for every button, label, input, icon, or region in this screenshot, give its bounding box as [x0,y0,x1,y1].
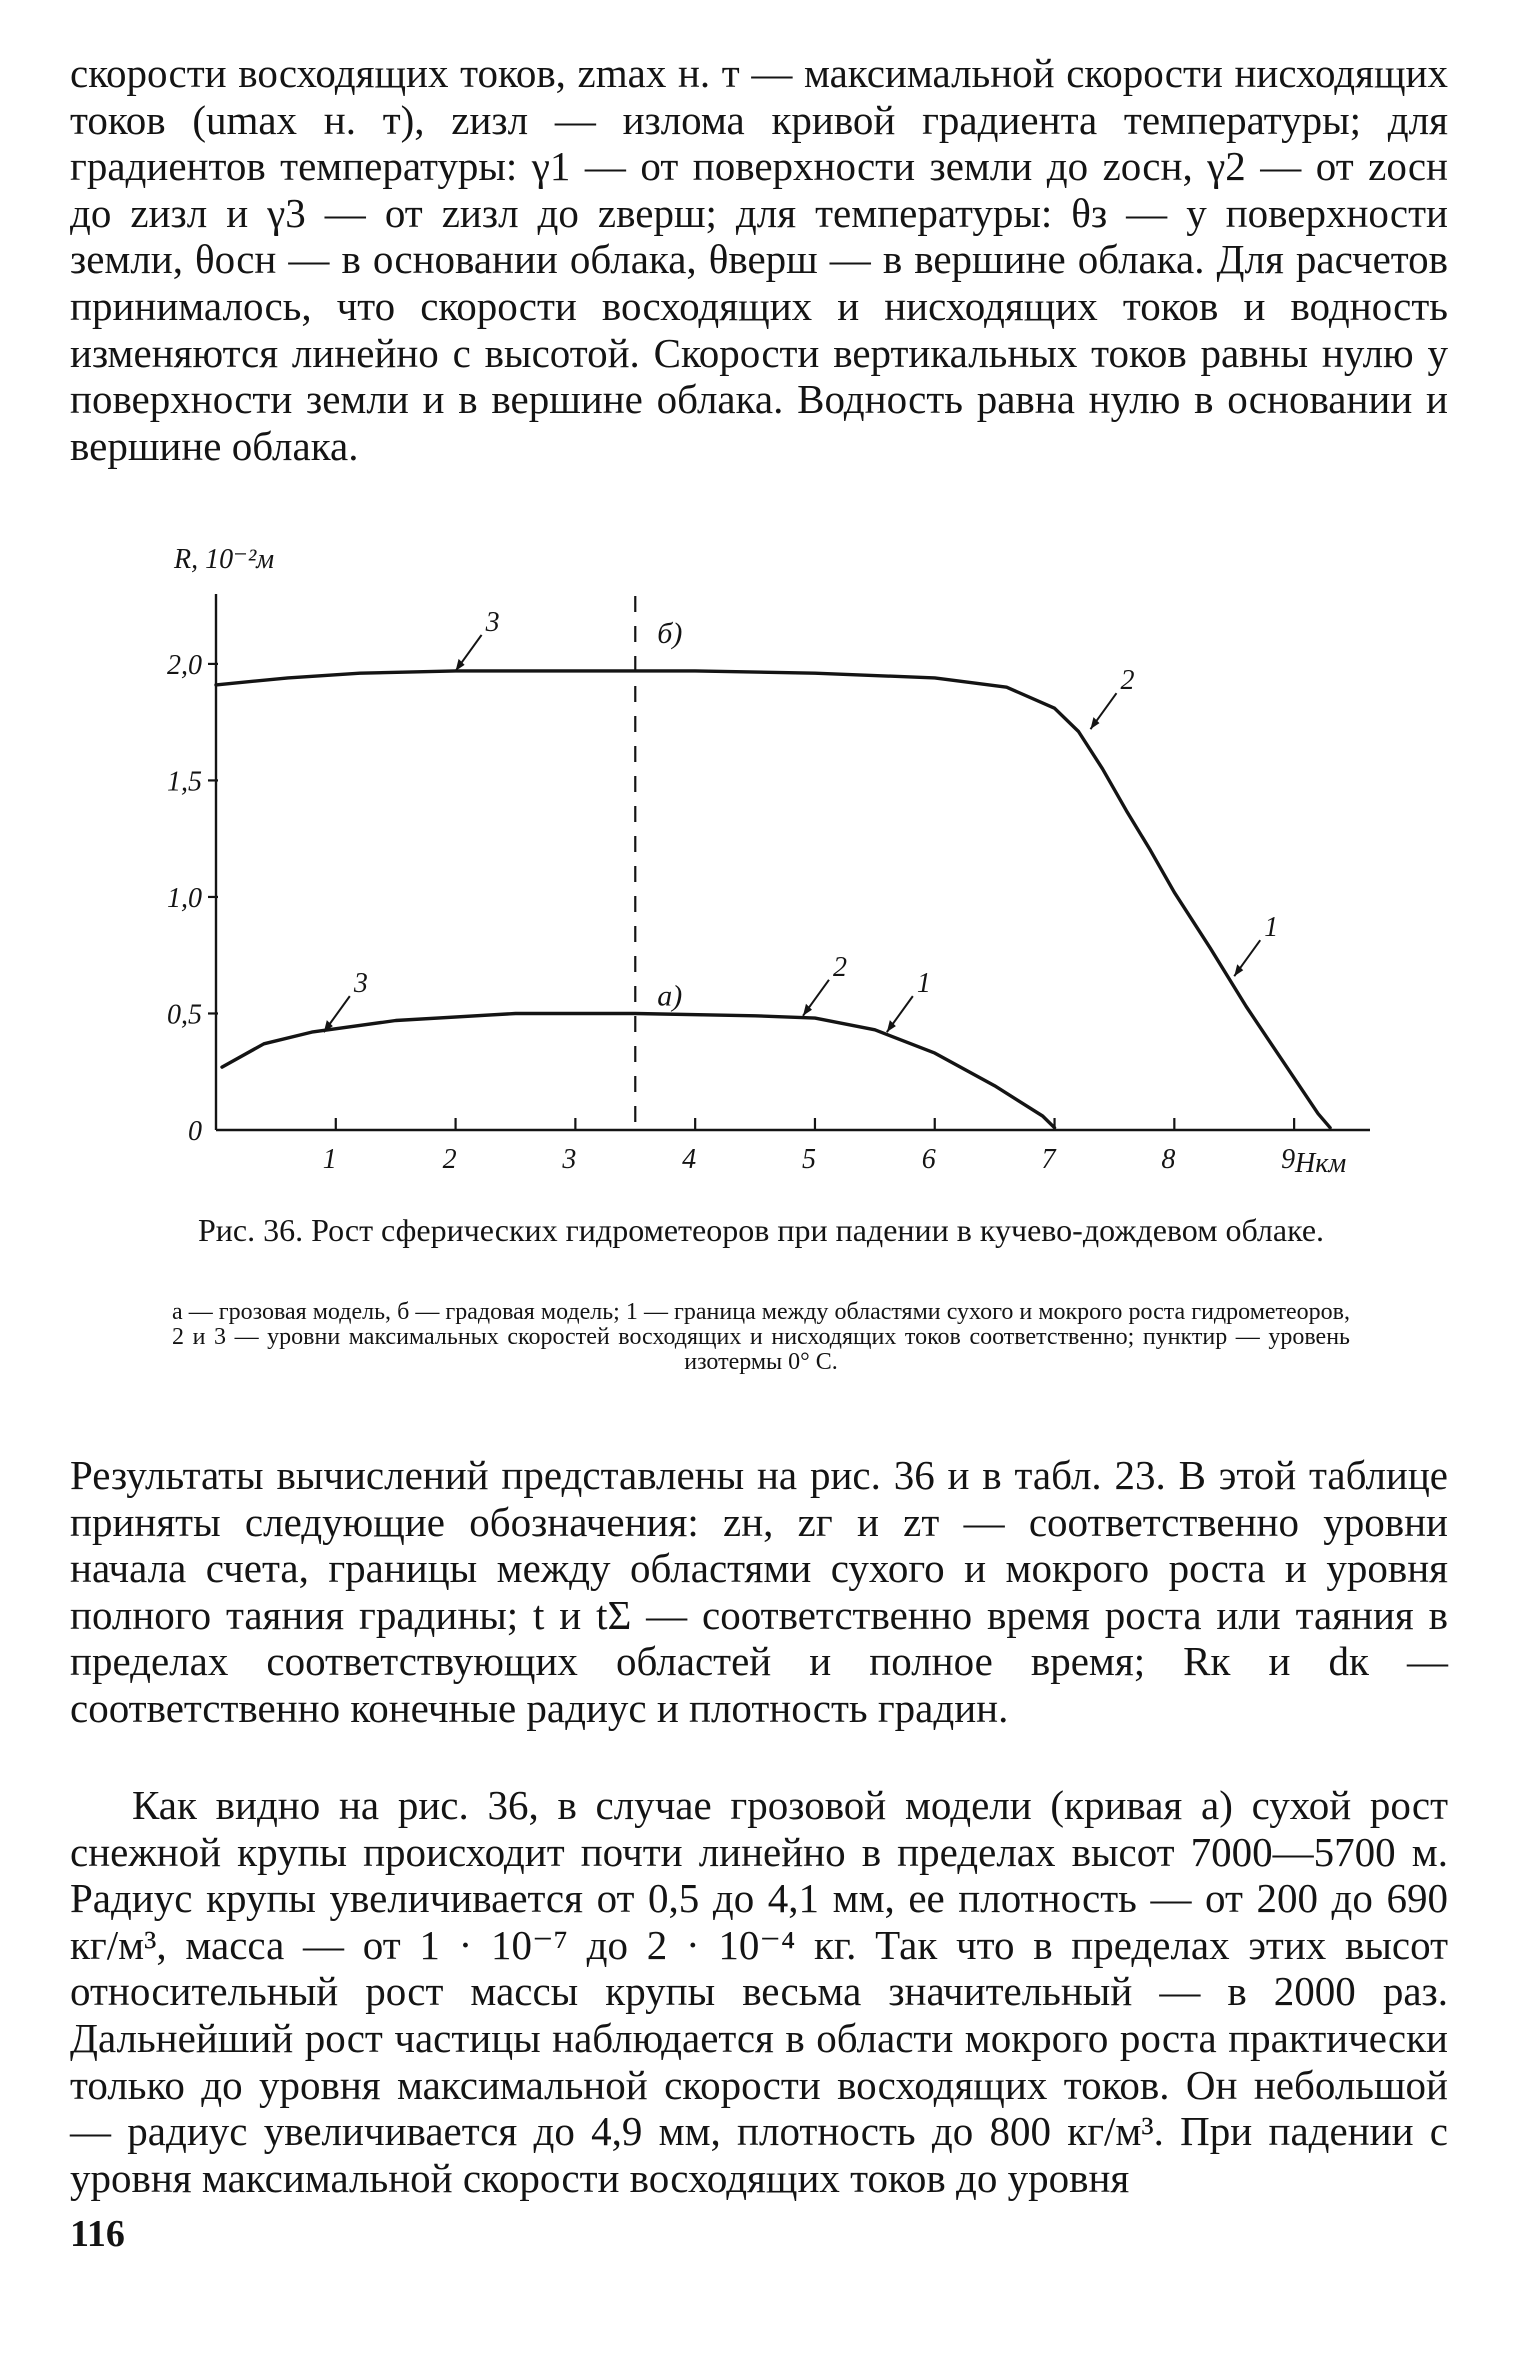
curve-a [222,1014,1055,1128]
x-tick-label: 9 [1281,1144,1296,1174]
x-axis-label: Hкм [1295,1148,1347,1174]
annotation-label: 2 [1120,665,1135,697]
y-tick-label: 0,5 [167,999,202,1031]
y-axis-label: R, 10⁻²м [174,544,275,575]
annotation-label: 3 [485,606,500,638]
series-label: б) [657,616,683,650]
x-tick-label: 2 [442,1144,457,1174]
x-tick-label: 1 [322,1144,337,1174]
paragraph-2: Результаты вычислений представлены на рис. 36 и в табл. 23. В этой таблице приняты следующие обозначения: zн, zг и zт — соответственно уровни начала счета, границы между областями сухого и мокрого роста и уровня полного таяния градины; t и tΣ — соответственно время роста или таяния в пределах соответствующих областей и полное время; Rк и dк — соответственно конечные радиус и плотность градин. [70,1452,1448,1731]
paragraph-3: Как видно на рис. 36, в случае грозовой модели (кривая а) сухой рост снежной крупы происходит почти линейно в пределах высот 7000—5700 м. Радиус крупы увеличивается от 0,5 до 4,1 мм, ее плотность — от 200 до 690 кг/м³, масса — от 1 · 10⁻⁷ до 2 · 10⁻⁴ кг. Так что в пределах этих высот относительный рост массы крупы весьма значительный — в 2000 раз. Дальнейший рост частицы наблюдается в области мокрого роста практически только до уровня максимальной скорости восходящих токов. Он небольшой — радиус увеличивается до 4,9 мм, плотность до 800 кг/м³. При падении с уровня максимальной скорости восходящих токов до уровня [70,1782,1448,2201]
figure-36-chart [150,534,1380,1174]
x-ticks [323,1118,1295,1174]
y-tick-label: 1,5 [167,766,202,798]
annotation-label: 2 [832,951,847,983]
annotation-label: 1 [916,968,931,1000]
paragraph-top: скорости восходящих токов, zmax н. т — максимальной скорости нисходящих токов (umax н. т), zизл — излома кривой градиента температуры; для градиентов температуры: γ1 — от поверхности земли до zосн, γ2 — от zосн до zизл и γ3 — от zизл до zверш; для температуры: θз — у поверхности земли, θосн — в основании облака, θверш — в вершине облака. Для расчетов принималось, что скорости восходящих и нисходящих токов и водность изменяются линейно с высотой. Скорости вертикальных токов равны нулю у поверхности земли и в вершине облака. Водность равна нулю в основании и вершине облака. [70,50,1448,469]
x-tick-label: 8 [1161,1144,1176,1174]
x-tick-label: 5 [801,1144,816,1174]
y-tick-label: 2,0 [167,649,202,681]
y-tick-label: 1,0 [167,882,202,914]
curves [216,671,1330,1128]
x-tick-label: 6 [921,1144,936,1174]
figure-caption: Рис. 36. Рост сферических гидрометеоров при падении в кучево-дождевом облаке. [197,1212,1325,1248]
series-label: а) [657,979,683,1013]
x-tick-label: 7 [1041,1144,1056,1174]
y-ticks [167,650,218,1147]
y-tick-label: 0 [188,1116,202,1147]
page-number: 116 [70,2213,125,2255]
annotation-label: 3 [353,968,368,1000]
figure-legend: а — грозовая модель, б — градовая модель; 1 — граница между областями сухого и мокрого роста гидрометеоров, 2 и 3 — уровни максимальных скоростей восходящих и нисходящих токов соответственно; пунктир — уровень изотермы 0° С. [172,1299,1350,1375]
x-tick-label: 4 [682,1144,697,1174]
curve-b [216,671,1330,1128]
annotation-label: 1 [1264,912,1279,944]
x-tick-label: 3 [562,1144,577,1174]
